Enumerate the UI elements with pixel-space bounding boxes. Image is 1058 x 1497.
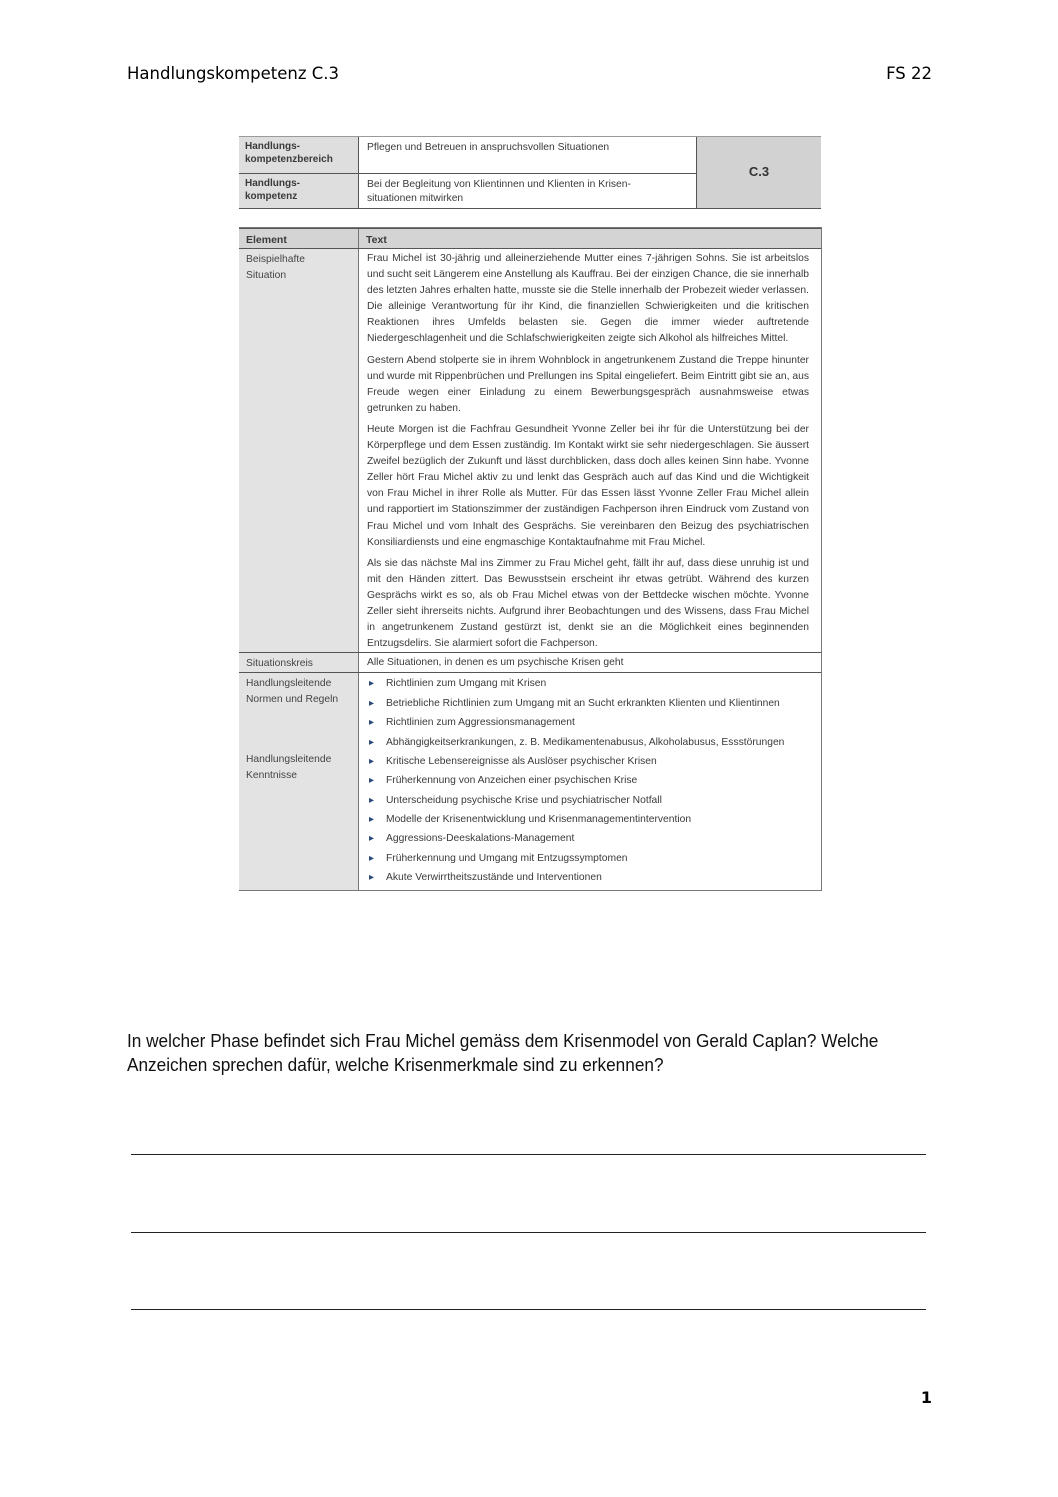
competence-header-table xyxy=(239,136,821,209)
knowledge-labels xyxy=(239,673,359,889)
situation-row xyxy=(239,249,821,653)
header-element: Element xyxy=(239,229,359,248)
header-semester: FS 22 xyxy=(886,64,932,83)
list-item: ▸ Abhängigkeitserkrankungen, z. B. Medikamentenabusus, Alkoholabusus, Essstörungen xyxy=(367,735,809,751)
answer-line[interactable] xyxy=(131,1232,926,1233)
competence-detail-table xyxy=(239,227,822,891)
situation-label: Beispielhafte Situation xyxy=(239,249,359,652)
situationskreis-label: Situationskreis xyxy=(239,653,359,672)
row-value: Bei der Begleitung von Klientinnen und Klienten in Krisen- situationen mitwirken xyxy=(359,174,697,208)
answer-line[interactable] xyxy=(131,1309,926,1310)
list-item: ▸ Unterscheidung psychische Krise und psychiatrischer Notfall xyxy=(367,793,809,809)
situation-paragraph: Gestern Abend stolperte sie in ihrem Wohnblock in angetrunkenem Zustand die Treppe hinunter und wurde mit Rippenbrüchen und Prellungen ins Spital eingeliefert. Beim Eintritt gibt sie an, aus Freude wegen einer Einladung zu einem Bewerbungsgespräch ausnahmsweise etwas getrunken zu haben. xyxy=(367,354,809,414)
header-title: Handlungskompetenz C.3 xyxy=(127,64,340,83)
row-label: Handlungs- kompetenz xyxy=(239,174,359,208)
situation-paragraph: Heute Morgen ist die Fachfrau Gesundheit Yvonne Zeller bei ihr für die Unterstützung bei der Körperpflege und dem Essen zuständig. Im Kontakt wirkt sie sehr niedergeschlagen. Sie äussert Zweifel bezüglich der Zukunft und lässt durchblicken, dass doch alles keinen Sinn habe. Yvonne Zeller hört Frau Michel aktiv zu und lenkt das Gespräch auch auf das Kind und die Wichtigkeit von Frau Michel in ihrer Rolle als Mutter. Für das Essen lässt Yvonne Zeller Frau Michel allein und rapportiert im Stationszimmer der zuständigen Fachperson ihren Eindruck vom Zustand von Frau Michel und vom Inhalt des Gesprächs. Sie vereinbaren den Beizug des psychiatrischen Konsiliardiensts und eine engmaschige Kontaktaufnahme mit Frau Michel. xyxy=(367,423,809,548)
list-item: ▸ Aggressions-Deeskalations-Management xyxy=(367,831,809,847)
page-number: 1 xyxy=(920,1388,932,1407)
list-item: ▸ Modelle der Krisenentwicklung und Krisenmanagementintervention xyxy=(367,812,809,828)
kenntnisse-list xyxy=(367,735,809,887)
answer-line[interactable] xyxy=(131,1154,926,1155)
list-item: ▸ Akute Verwirrtheitszustände und Interventionen xyxy=(367,870,809,886)
normen-label: Handlungsleitende Normen und Regeln xyxy=(246,678,339,706)
header-text: Text xyxy=(366,234,387,246)
row-label: Handlungs- kompetenzbereich xyxy=(239,137,359,173)
knowledge-lists xyxy=(359,673,821,889)
table-header xyxy=(239,228,821,249)
question-text: In welcher Phase befindet sich Frau Michel gemäss dem Krisenmodel von Gerald Caplan? Welche Anzeichen sprechen dafür, welche Krisenmerkmale sind zu erkennen? xyxy=(127,1030,879,1075)
list-item: ▸ Früherkennung von Anzeichen einer psychischen Krise xyxy=(367,773,809,789)
knowledge-row xyxy=(239,673,821,889)
list-item: ▸ Früherkennung und Umgang mit Entzugssymptomen xyxy=(367,851,809,867)
kenntnisse-label: Handlungsleitende Kenntnisse xyxy=(246,753,332,781)
row-value: Pflegen und Betreuen in anspruchsvollen Situationen xyxy=(359,137,697,173)
situation-text xyxy=(359,249,821,652)
list-item: ▸ Kritische Lebensereignisse als Auslöser psychischer Krisen xyxy=(367,754,809,770)
list-item: ▸ Richtlinien zum Umgang mit Krisen xyxy=(367,676,809,692)
competence-code: C.3 xyxy=(697,137,821,208)
list-item: ▸ Richtlinien zum Aggressionsmanagement xyxy=(367,715,809,731)
list-item: ▸ Betriebliche Richtlinien zum Umgang mit an Sucht erkrankten Klienten und Klientinnen xyxy=(367,696,809,712)
normen-list xyxy=(367,676,809,731)
situationskreis-text: Alle Situationen, in denen es um psychische Krisen geht xyxy=(367,657,624,669)
situation-paragraph: Frau Michel ist 30-jährig und alleinerziehende Mutter eines 7-jährigen Sohns. Sie ist arbeitslos und sucht seit Längerem eine Anstellung als Kauffrau. Bei der einzigen Chance, die sie innerhalb des letzten Jahres erhalten hatte, musste sie die Stelle innerhalb der Probezeit wieder verlassen. Die alleinige Verantwortung für ihr Kind, die finanziellen Schwierigkeiten und die kritischen Reaktionen ihres Umfelds belasten sie. Gegen die immer wieder auftretende Niedergeschlagenheit und die Schlafschwierigkeiten zeigte sich Alkohol als hilfreiches Mittel. xyxy=(367,253,809,345)
situation-paragraph: Als sie das nächste Mal ins Zimmer zu Frau Michel geht, fällt ihr auf, dass diese unruhig ist und mit den Händen zittert. Das Bewusstsein erscheint ihr etwas getrübt. Während des kurzen Gesprächs wirkt es so, als ob Frau Michel etwas von der Bettdecke wischen möchte. Yvonne Zeller sieht ihrerseits nichts. Aufgrund ihrer Beobachtungen und des Wissens, dass Frau Michel in angetrunkenem Zustand gestürzt ist, denkt sie an die Möglichkeit eines beginnenden Entzugsdelirs. Sie alarmiert sofort die Fachperson. xyxy=(367,557,809,650)
situationskreis-row xyxy=(239,653,821,673)
